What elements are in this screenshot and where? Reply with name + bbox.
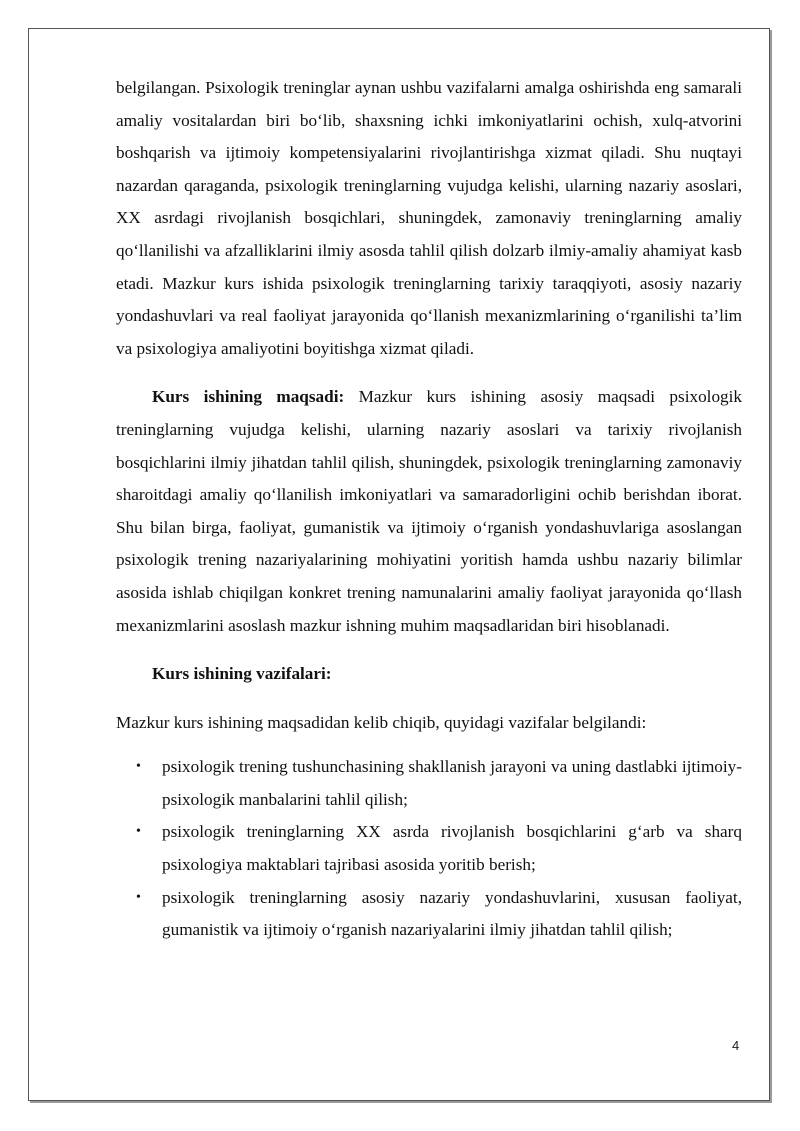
tasks-intro: Mazkur kurs ishining maqsadidan kelib chiqib, quyidagi vazifalar belgilandi: bbox=[116, 712, 647, 732]
paragraph-goal bbox=[116, 381, 742, 642]
goal-heading: Kurs ishining maqsadi: bbox=[152, 387, 345, 407]
tasks-heading: Kurs ishining vazifalari: bbox=[152, 664, 332, 684]
list-item bbox=[116, 882, 742, 947]
bullet-icon: • bbox=[136, 824, 141, 840]
paragraph-intro-continuation: belgilangan. Psixologik treninglar aynan ushbu vazifalarni amalga oshirishda eng samarali amaliy vositalardan biri bo‘lib, shaxsning ichki imkoniyatlarini ochish, xulq-atvorini boshqarish va ijtimoiy kompetensiyalarini rivojlantirishga xizmat qiladi. Shu nuqtayi nazardan qaraganda, psixologik treninglarning vujudga kelishi, ularning nazariy asoslari, XX asrdagi rivojlanish bosqichlari, shuningdek, zamonaviy treninglarning amaliy qo‘llanilishi va afzalliklarini ilmiy asosda tahlil qilish dolzarb ilmiy-amaliy ahamiyat kasb etadi. Mazkur kurs ishida psixologik treninglarning tarixiy taraqqiyoti, asosiy nazariy yondashuvlari va real faoliyat jarayonida qo‘llanish mexanizmlarining o‘rganilishi ta’lim va psixologiya amaliyotini boyitishga xizmat qiladi. bbox=[116, 78, 742, 358]
list-item bbox=[116, 751, 742, 816]
page-content bbox=[116, 72, 742, 947]
list-item bbox=[116, 816, 742, 881]
tasks-list bbox=[116, 751, 742, 947]
tasks-heading-paragraph bbox=[116, 658, 742, 691]
bullet-icon: • bbox=[136, 889, 141, 905]
task-text: psixologik treninglarning XX asrda rivojlanish bosqichlarini g‘arb va sharq psixologiya maktablari tajribasi asosida yoritib berish; bbox=[162, 822, 742, 875]
task-text: psixologik treninglarning asosiy nazariy yondashuvlarini, xususan faoliyat, gumanistik va ijtimoiy o‘rganish nazariyalarini ilmiy jihatdan tahlil qilish; bbox=[162, 887, 742, 940]
bullet-icon: • bbox=[136, 759, 141, 775]
task-text: psixologik trening tushunchasining shakllanish jarayoni va uning dastlabki ijtimoiy-psixologik manbalarini tahlil qilish; bbox=[162, 757, 742, 809]
page-number: 4 bbox=[732, 1038, 740, 1053]
goal-text: Mazkur kurs ishining asosiy maqsadi psixologik treninglarning vujudga kelishi, ularning nazariy asoslari va tarixiy rivojlanish bosqichlarini ilmiy jihatdan tahlil qilish, shuningdek, psixologik treninglarning zamonaviy sharoitdagi amaliy qo‘llanilish imkoniyatlari va samaradorligini ochib berishdan iborat. Shu bilan birga, faoliyat, gumanistik va ijtimoiy o‘rganish yondashuvlariga asoslangan psixologik trening nazariyalarining mohiyatini yoritish hamda ushbu nazariy bilimlar asosida ishlab chiqilgan konkret trening namunalarini amaliy faoliyat jarayonida qo‘llash mexanizmlarini asoslash mazkur ishning muhim maqsadlaridan biri hisoblanadi. bbox=[116, 387, 743, 635]
